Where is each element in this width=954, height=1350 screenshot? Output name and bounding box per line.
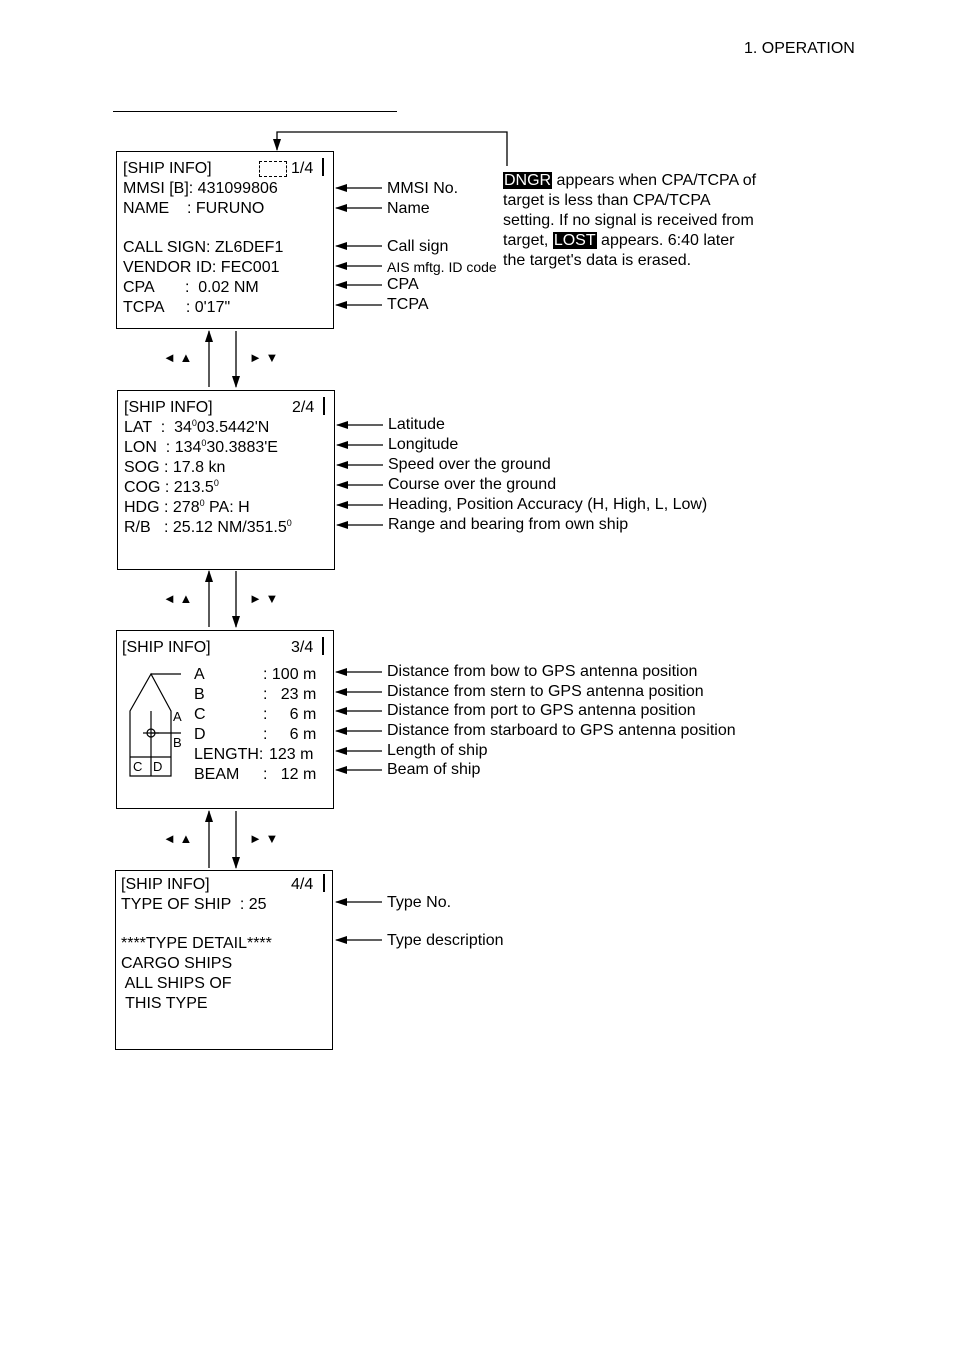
nav-right-down-1: ► ▼ bbox=[249, 350, 279, 365]
beam-value: : 12 m bbox=[263, 766, 317, 783]
label-dist-stern: Distance from stern to GPS antenna position bbox=[387, 683, 704, 700]
ship-info-page-1 bbox=[116, 151, 334, 329]
type-of-ship-line: TYPE OF SHIP : 25 bbox=[121, 896, 267, 913]
page4-scroll-indicator bbox=[323, 874, 325, 892]
page1-scroll-indicator bbox=[322, 158, 324, 176]
label-longitude: Longitude bbox=[388, 436, 459, 453]
label-tcpa: TCPA bbox=[387, 296, 429, 313]
dngr-lost-note bbox=[503, 171, 758, 271]
type-detail-line-1: CARGO SHIPS bbox=[121, 955, 233, 972]
page2-title: [SHIP INFO] bbox=[124, 399, 213, 416]
diagram-letter-a: A bbox=[173, 709, 182, 724]
type-detail-header: ****TYPE DETAIL**** bbox=[121, 935, 272, 952]
diagram-letter-b: B bbox=[173, 735, 182, 750]
label-range-bearing: Range and bearing from own ship bbox=[388, 516, 629, 533]
dim-d-value: : 6 m bbox=[263, 726, 317, 743]
dim-b-key: B bbox=[194, 686, 205, 703]
label-length: Length of ship bbox=[387, 742, 488, 759]
section-header: 1. OPERATION bbox=[744, 40, 855, 57]
vendor-line: VENDOR ID: FEC001 bbox=[123, 259, 280, 276]
label-beam: Beam of ship bbox=[387, 761, 481, 778]
dngr-placeholder-box bbox=[259, 161, 287, 177]
page1-number: 1/4 bbox=[291, 160, 314, 177]
sog-line: SOG : 17.8 kn bbox=[124, 459, 226, 476]
page3-number: 3/4 bbox=[291, 639, 314, 656]
dngr-badge: DNGR bbox=[504, 172, 552, 189]
lost-badge: LOST bbox=[553, 232, 596, 249]
label-dist-port: Distance from port to GPS antenna position bbox=[387, 702, 696, 719]
label-cog: Course over the ground bbox=[388, 476, 557, 493]
cog-line: COG : 213.5$^0$ bbox=[124, 478, 219, 496]
type-detail-line-3: THIS TYPE bbox=[121, 995, 208, 1012]
label-latitude: Latitude bbox=[388, 416, 445, 433]
tcpa-line: TCPA : 0'17" bbox=[123, 299, 231, 316]
dim-a-key: A bbox=[194, 666, 205, 683]
nav-left-up-3: ◄ ▲ bbox=[163, 831, 193, 846]
ship-info-page-2 bbox=[117, 390, 335, 570]
hdg-line: HDG : $278^0$ PA: H bbox=[124, 498, 250, 516]
page4-title: [SHIP INFO] bbox=[121, 876, 210, 893]
page2-scroll-indicator bbox=[323, 397, 325, 415]
nav-right-down-3: ► ▼ bbox=[249, 831, 279, 846]
callsign-line: CALL SIGN: ZL6DEF1 bbox=[123, 239, 284, 256]
nav-left-up-1: ◄ ▲ bbox=[163, 350, 193, 365]
lon-line: LON : $134^030.3883'E$ bbox=[124, 438, 278, 456]
diagram-letter-c: C bbox=[133, 759, 143, 774]
label-sog: Speed over the ground bbox=[388, 456, 551, 473]
label-mmsi: MMSI No. bbox=[387, 180, 459, 197]
ship-info-page-4 bbox=[115, 870, 333, 1050]
label-callsign: Call sign bbox=[387, 238, 449, 255]
page4-number: 4/4 bbox=[291, 876, 314, 893]
page3-scroll-indicator bbox=[322, 637, 324, 655]
diagram-letter-d: D bbox=[153, 759, 163, 774]
label-type-description: Type description bbox=[387, 932, 504, 949]
name-line: NAME : FURUNO bbox=[123, 200, 265, 217]
page1-title: [SHIP INFO] bbox=[123, 160, 212, 177]
length-value: 123 m bbox=[269, 746, 314, 763]
label-name: Name bbox=[387, 200, 430, 217]
length-key: LENGTH: bbox=[194, 746, 264, 763]
dim-c-value: : 6 m bbox=[263, 706, 317, 723]
dim-a-value: : 100 m bbox=[263, 666, 317, 683]
note-text-1: appears when CPA/TCPA of target is less than CPA/TCPA setting. If no signal is received from target, bbox=[503, 172, 757, 249]
label-cpa: CPA bbox=[387, 276, 419, 293]
label-type-no: Type No. bbox=[387, 894, 452, 911]
beam-key: BEAM bbox=[194, 766, 240, 783]
rb-line: R/B : 25.12 NM/351.5$^0$ bbox=[124, 518, 292, 536]
cpa-line: CPA : 0.02 NM bbox=[123, 279, 259, 296]
label-dist-bow: Distance from bow to GPS antenna position bbox=[387, 663, 698, 680]
ship-info-page-3 bbox=[116, 630, 334, 809]
dim-c-key: C bbox=[194, 706, 206, 723]
label-dist-starboard: Distance from starboard to GPS antenna position bbox=[387, 722, 736, 739]
page2-number: 2/4 bbox=[292, 399, 315, 416]
mmsi-line: MMSI [B]: 431099806 bbox=[123, 180, 278, 197]
dim-b-value: : 23 m bbox=[263, 686, 317, 703]
nav-right-down-2: ► ▼ bbox=[249, 591, 279, 606]
nav-left-up-2: ◄ ▲ bbox=[163, 591, 193, 606]
page3-title: [SHIP INFO] bbox=[122, 639, 211, 656]
type-detail-line-2: ALL SHIPS OF bbox=[121, 975, 232, 992]
note-text-2: appears. 6:40 later the target's data is erased. bbox=[503, 232, 735, 269]
label-heading: Heading, Position Accuracy (H, High, L, Low) bbox=[388, 496, 708, 513]
label-ais-id: AIS mftg. ID code bbox=[387, 259, 497, 275]
dim-d-key: D bbox=[194, 726, 206, 743]
lat-line: LAT : $34^003.5442'N$ bbox=[124, 418, 270, 436]
